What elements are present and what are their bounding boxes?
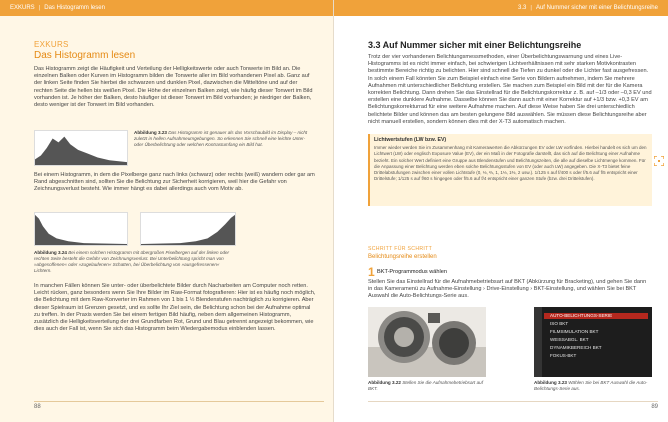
caption-text: Wählen Sie bei BKT Auswahl die Auto-Belichtungs-Serie aus. xyxy=(534,380,648,391)
menu-item[interactable]: ISO BKT xyxy=(550,321,569,326)
step-text: Stellen Sie das Einstellrad für die Aufnahmebetriebsart auf BKT (Abkürzung für Bracketing), und gehen Sie dann in das Kameramenü zu Aufnahme-Einstellung › Drive-Einstellung › BKT-Einstellung, und wählen Sie bei BKT Auswahl die Auto-Belichtungs-Serie aus. xyxy=(368,279,647,300)
camera-menu-screen xyxy=(534,307,652,377)
header-title: Auf Nummer sicher mit einer Belichtungsreihe xyxy=(535,5,658,11)
header-section: 3.3 xyxy=(518,5,527,11)
caption-label: Abbildung 3.23 xyxy=(134,130,167,135)
caption-label: Abbildung 3.23 xyxy=(534,380,567,385)
caption-text: Bei einem solchen Histogramm mit übergroßen Pixelbergen auf der linken oder rechten Seite besteht die Gefahr von Zeichnungsverlust. Bei Unterbelichtung spricht man von »abgesoffenen« oder »zugelaufenen« Schatten, bei Überbelichtung von »ausgefressenen« Lichtern. xyxy=(34,250,230,273)
menu-item[interactable]: DYNAMIKBEREICH BKT xyxy=(550,345,602,350)
paragraph: Trotz der vier vorhandenen Belichtungsmessmethoden, einer Überbelichtungswarnung und eines Live-Histogramms ist es nicht immer einfach, bei schwierigen Lichtverhältnissen mit sehr starken Motivkontrasten bestimmte Bereiche richtig zu belichten. Hier sind schnell die Tiefen zu dunkel oder die Lichter fast ausgefressen. In solch einem Fall könnten Sie zum Beispiel einfach eine Serie von Bildern aufnehmen, indem Sie mehrere Aufnahmen mit unterschiedlicher Belichtung erstellen. Sie machen zum Beispiel ein Bild mit der für die Kamera korrekten Belichtung. Dann drehen Sie das Einstellrad für die Belichtungskorrektur z. B. auf –1/3 oder –0,3 EV und erstellen eine dunklere Aufnahme. Dasselbe können Sie dann auch mit einer Korrektur auf +1/3 bzw. +0,3 EV am Belichtungskorrekturrad für eine weitere Aufnahme machen. Auf diese Weise haben Sie drei unterschiedlich belichtete Bilder und können das am besten gelungene Bild auswählen. Sie müssen diese Belichtungsreihe aber nicht manuell erstellen, sondern können dies mit der X-T3 automatisch machen. xyxy=(368,54,652,125)
step-number: 1 xyxy=(368,265,375,279)
histogram-image-overexposed xyxy=(140,212,236,246)
page-header-left: EXKURS | Das Histogramm lesen xyxy=(0,0,334,16)
step-by-step-title: Belichtungsreihe erstellen xyxy=(368,254,437,260)
menu-item[interactable]: FILMSIMULATION BKT xyxy=(550,329,599,334)
info-box-text: Immer wieder werden Sie im Zusammenhang mit Kamerawerten die Abkürzungen EV oder LW vorfinden. Hierbei handelt es sich um den Lichtwert (LW) oder englisch Exposure Value (EV), der ein Maß in der Fotografie darstellt, das sich auf die Belichtung einer Aufnahme bezieht. Ein solcher Wert definiert eine Gruppe aus Blendenstufen und Belichtungszeiten, die alle auf dieselbe Lichtmenge kommen. Für die Anpassung einer Belichtung werden eben solche Belichtungsstufen von EV (oder auch LW) angegeben. Die X-T3 bietet feine Drittelabstufungen zwischen einer vollen Lichtstufe (0, ⅓, ⅔, 1, 1⅓, 1⅔, 2 usw.). 1/125 s auf f/400 s oder f/5.6 auf f/5 entspricht einer Drittelstufe; 1/125 s auf f/60 s hingegen oder f/5.6 auf f/4 entspricht einer ganzen Stufe (bzw. drei Drittelstufen). xyxy=(374,145,647,182)
right-page xyxy=(334,0,668,422)
info-box-title: Lichtwertstufen (LW bzw. EV) xyxy=(374,137,447,143)
figure-caption xyxy=(134,130,314,148)
caption-label: Abbildung 3.22 xyxy=(368,380,401,385)
menu-item[interactable]: FOKUS-BKT xyxy=(550,353,577,358)
info-box xyxy=(368,134,652,206)
menu-item-selected[interactable]: AUTO-BELICHTUNGS-SERIE xyxy=(544,313,648,319)
figure-caption xyxy=(534,380,654,392)
focus-frame-icon xyxy=(654,156,664,166)
caption-text: Stellen Sie die Aufnahmebetriebsart auf BKT. xyxy=(368,380,483,391)
header-label: EXKURS xyxy=(10,5,35,11)
page-number: 89 xyxy=(651,404,658,410)
page-header-right: 3.3 | Auf Nummer sicher mit einer Belichtungsreihe xyxy=(334,0,668,16)
caption-label: Abbildung 3.24 xyxy=(34,250,67,255)
page-number: 88 xyxy=(34,404,41,410)
histogram-image-underexposed xyxy=(34,212,128,246)
figure-caption xyxy=(368,380,488,392)
camera-dial-photo xyxy=(368,307,486,377)
paragraph: Das Histogramm zeigt die Häufigkeit und Verteilung der Helligkeitswerte oder auch Tonwerte im Bild an. Die einzelnen Balken oder Kurven im Histogramm bilden die Tonwerte aller im Bild vorhandenen Pixel ab. Ganz auf der linken Seite finden Sie hierbei die schwarzen und dunklen Pixel, dazwischen die Mitteltöne und auf der rechten Seite die hellen bis weißen Pixel. Die Höhe der einzelnen Balken zeigt, wie häufig dieser Tonwert im Bild vorhanden ist. Je höher der Balken, desto häufiger ist dieser Tonwert im Bild vorhanden; je niedriger der Balken, desto weniger ist der Tonwert im Bild vorhanden. xyxy=(34,66,313,109)
excurs-label: EXKURS xyxy=(34,40,69,49)
step-heading: BKT-Programmodus wählen xyxy=(377,269,447,275)
excurs-title: Das Histogramm lesen xyxy=(34,50,136,61)
paragraph: In manchen Fällen können Sie unter- oder überbelichtete Bilder durch Nacharbeiten am Computer noch retten. Leicht rücken, ganz besonders wenn Sie Ihre Bilder im Raw-Format fotografieren: Hier ist es häufig noch möglich, die Belichtung mit dem Raw-Konverter im Rahmen von 1 bis 1 ½ Blendenstufen nachträglich zu korrigieren. Aber dieser Spielraum ist Grenzen gesetzt, und es sollte Ihr Ziel sein, die Belichtung schon bei der Aufnahme optimal zu treffen. In der Praxis werden Sie bei einem fertigen Bild häufig, neben dem allgemeinen Histogramm, zusätzlich die Helligkeitsverteilung der drei Grundfarben Rot, Grund und Blau getrennt angezeigt bekommen, wie dies auch der Fall ist, wenn Sie sich das Histogramm beim Wiedergabemodus einblenden lassen. xyxy=(34,283,316,333)
footer-divider xyxy=(34,401,324,402)
header-title: Das Histogramm lesen xyxy=(44,5,105,11)
caption-text: Das Histogramm ist genauer als das Vorschaubild im Display – nicht zuletzt in hellen Aufnahmeumgebungen. So erkennen Sie schnell eine leichte Unter- oder Überbelichtung oder welchen Kontrastumfang ein Bild hat. xyxy=(134,130,308,147)
step-by-step-label: SCHRITT FÜR SCHRITT xyxy=(368,246,433,252)
section-title: 3.3 Auf Nummer sicher mit einer Belichtungsreihe xyxy=(368,40,582,50)
paragraph: Bei einem Histogramm, in dem die Pixelberge ganz nach links (schwarz) oder rechts (weiß) wandern oder gar am Rand abgeschnitten sind, sollten Sie die Belichtung zur Sicherheit korrigieren, weil hier die Gefahr von Zeichnungsverlust besteht. Wie immer hängt es dabei allerdings auch vom Motiv ab. xyxy=(34,172,315,193)
histogram-image xyxy=(34,130,128,166)
footer-divider xyxy=(368,401,658,402)
menu-item[interactable]: WEISSABGL. BKT xyxy=(550,337,589,342)
figure-caption xyxy=(34,250,234,274)
menu-sidebar xyxy=(534,307,542,377)
